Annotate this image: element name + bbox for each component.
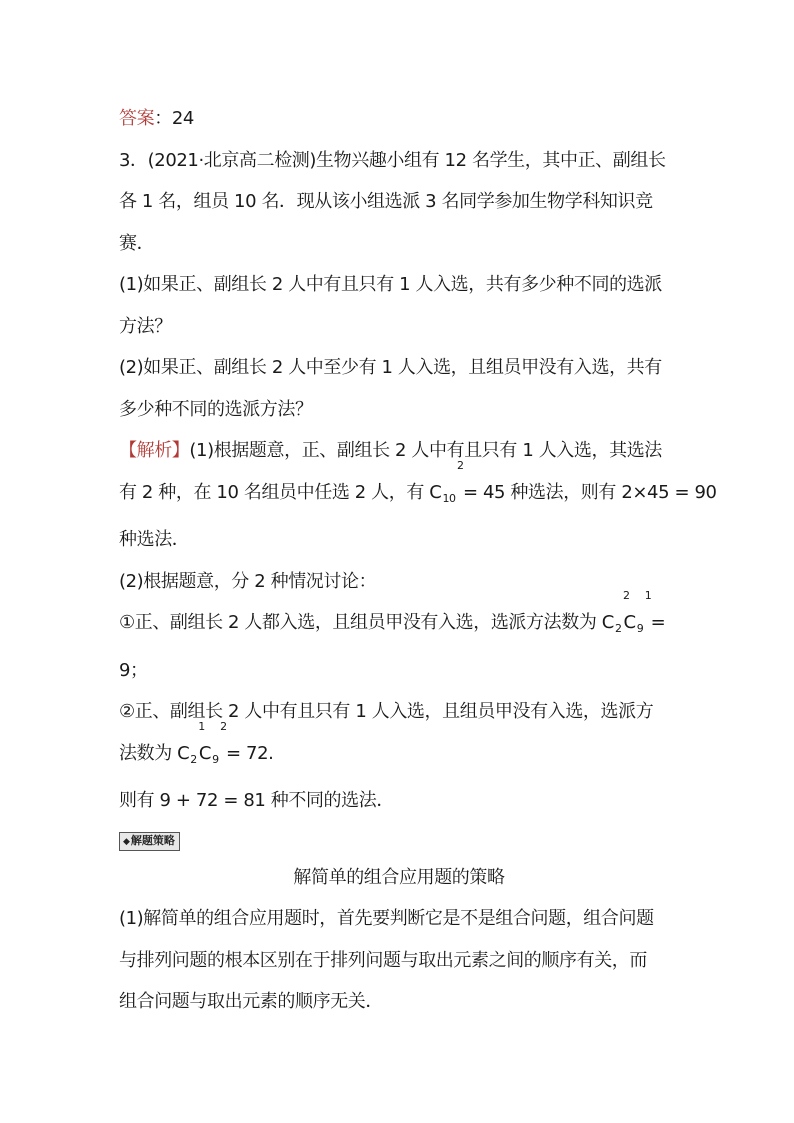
solution-text: 有 2 种，在 10 名组员中任选 2 人，有 — [119, 481, 430, 503]
solution-text: (1)根据题意，正、副组长 2 人中有且只有 1 人入选，其选法 — [189, 440, 662, 461]
solution-tag: 【解析】 — [119, 440, 190, 461]
solution-text: = — [645, 612, 666, 633]
comb-sub: 2 — [190, 752, 197, 766]
problem-line: 多少种不同的选派方法？ — [119, 398, 313, 420]
comb-sub: 9 — [636, 622, 644, 635]
comb-sup: 1 — [644, 589, 652, 602]
problem-line: (1)如果正、副组长 2 人中有且只有 1 人入选，共有多少种不同的选派 — [119, 274, 662, 295]
combination-symbol — [601, 589, 630, 650]
comb-letter: C — [601, 612, 614, 633]
strategy-badge — [119, 832, 180, 851]
comb-sub: 2 — [614, 622, 622, 635]
comb-sub: 10 — [442, 491, 456, 505]
combination-symbol — [177, 719, 205, 781]
solution-line — [119, 589, 679, 650]
combination-symbol — [623, 589, 652, 650]
comb-letter: C — [198, 742, 212, 764]
comb-sup: 2 — [622, 589, 630, 602]
combination-symbol — [198, 719, 227, 781]
strategy-line: (1)解简单的组合应用题时，首先要判断它是不是组合问题，组合问题 — [119, 908, 654, 929]
solution-text: = 72. — [220, 742, 274, 764]
solution-line: ②正、副组长 2 人中有且只有 1 人入选，且组员甲没有入选，选派方 — [119, 701, 654, 722]
comb-sup: 2 — [457, 458, 464, 472]
comb-sup: 1 — [198, 719, 205, 733]
document-page — [119, 98, 717, 1023]
solution-line: (2)根据题意，分 2 种情况讨论： — [119, 570, 377, 592]
comb-letter: C — [429, 481, 442, 503]
comb-letter: C — [623, 612, 636, 633]
solution-line: 9； — [119, 659, 148, 681]
comb-sub: 9 — [212, 752, 219, 766]
answer-sep: ： — [154, 108, 172, 129]
solution-line — [119, 719, 679, 781]
comb-sup: 2 — [220, 719, 227, 733]
problem-line: 赛． — [119, 232, 155, 254]
solution-line — [119, 430, 679, 472]
combination-symbol — [429, 458, 464, 520]
diamond-icon: ◆ — [123, 836, 130, 847]
comb-letter: C — [177, 742, 190, 764]
answer-value: 24 — [171, 108, 194, 129]
solution-text: 法数为 — [119, 742, 178, 764]
answer-label: 答案 — [119, 108, 155, 129]
strategy-badge-label: 解题策略 — [130, 833, 175, 847]
strategy-title: 解简单的组合应用题的策略 — [293, 866, 505, 888]
problem-line: (2)如果正、副组长 2 人中至少有 1 人入选，且组员甲没有入选，共有 — [119, 357, 662, 378]
solution-line: 种选法． — [119, 529, 190, 550]
problem-line: 3．(2021·北京高二检测)生物兴趣小组有 12 名学生，其中正、副组长 — [119, 149, 666, 171]
strategy-line: 组合问题与取出元素的顺序无关． — [119, 991, 383, 1012]
solution-text: ①正、副组长 2 人都入选，且组员甲没有入选，选派方法数为 — [119, 612, 602, 633]
strategy-line: 与排列问题的根本区别在于排列问题与取出元素之间的顺序有关，而 — [119, 949, 647, 971]
problem-line: 各 1 名，组员 10 名．现从该小组选派 3 名同学参加生物学科知识竞 — [119, 191, 653, 212]
solution-line — [119, 458, 717, 520]
problem-line: 方法？ — [119, 315, 172, 337]
solution-line: 则有 9 + 72 = 81 种不同的选法． — [119, 790, 394, 811]
answer-line — [119, 98, 679, 140]
solution-text: = 45 种选法，则有 2×45 = 90 — [457, 481, 717, 503]
